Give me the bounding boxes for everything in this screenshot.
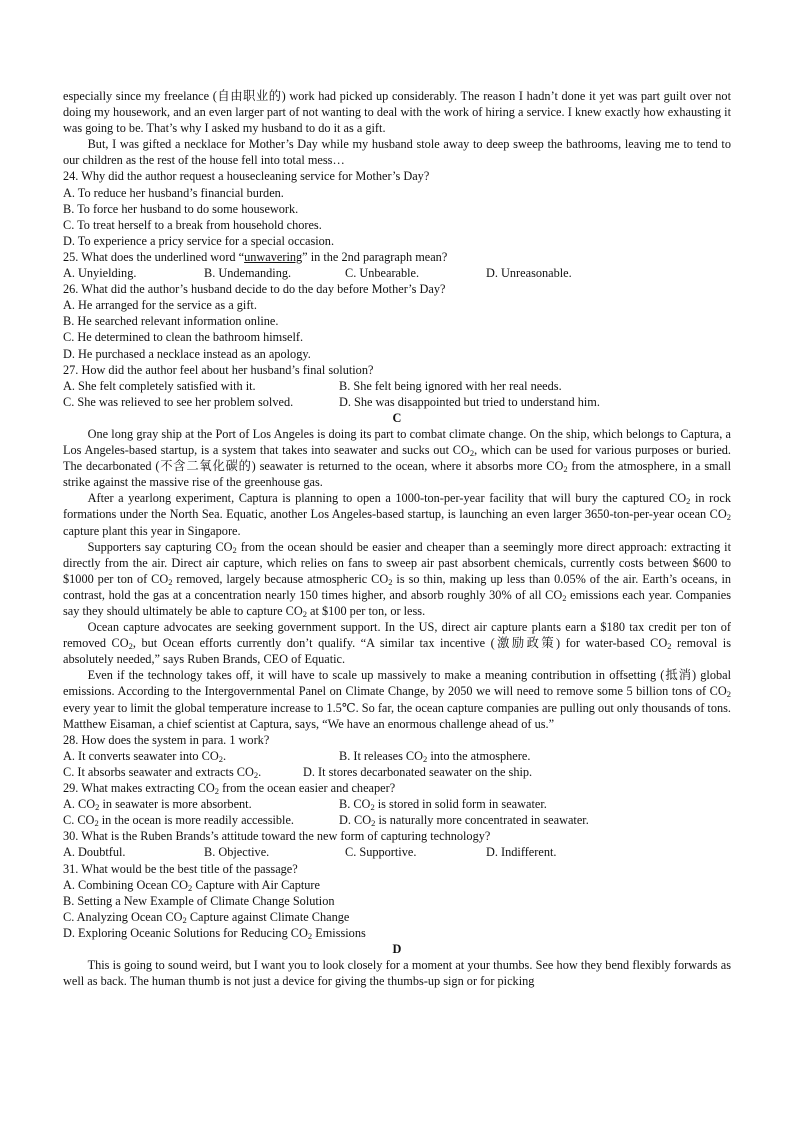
underlined-word: unwavering [244, 249, 303, 264]
question-30-stem: 30. What is the Ruben Brands’s attitude toward the new form of capturing technology? [63, 829, 491, 844]
question-28-option-b: B. It releases $CO_2$ into the atmosphere. [339, 748, 531, 764]
question-26-option-d: D. He purchased a necklace instead as an apology. [63, 346, 311, 361]
section-heading-d: D [392, 941, 402, 956]
passage-c-paragraph: Even if the technology takes off, it will have to scale up massively to make a meaning contribution in offsetting (抵消) global emissions. According to the Intergovernmental Panel on Climate Change, by 2050 we will need to remove some 5 billion tons of $CO_2$ every year to limit the global temperature increase to 1.5℃. So far, the ocean capture companies are pulling out only thousands of tons. Matthew Eisaman, a chief scientist at Captura, says, “We have an enormous challenge ahead of us.” [63, 668, 731, 731]
question-31-option-a: A. Combining Ocean $CO_2$ Capture with Air Capture [63, 877, 320, 893]
question-24-option-b: B. To force her husband to do some housework. [63, 201, 299, 216]
passage-c-paragraph: After a yearlong experiment, Captura is planning to open a 1000-ton-per-year facility that will bury the captured $CO_2$ in rock formations under the North Sea. Equatic, another Los Angeles-based startup, is launching an even larger 3650-ton-per-year ocean $CO_2$ capture plant this year in Singapore. [63, 491, 731, 538]
question-28-option-d: D. It stores decarbonated seawater on the ship. [303, 764, 533, 779]
question-27-option-a: A. She felt completely satisfied with it. [63, 378, 256, 393]
section-heading-c: C [392, 410, 402, 425]
question-31-stem: 31. What would be the best title of the passage? [63, 861, 298, 876]
question-29-option-c: C. $CO_2$ in the ocean is more readily accessible. [63, 813, 294, 829]
question-30-option-c: C. Supportive. [345, 845, 417, 860]
question-31-option-b: B. Setting a New Example of Climate Change Solution [63, 893, 335, 908]
question-26-option-a: A. He arranged for the service as a gift. [63, 298, 257, 313]
question-28-stem: 28. How does the system in para. 1 work? [63, 732, 270, 747]
question-24-option-c: C. To treat herself to a break from household chores. [63, 217, 322, 232]
question-25-options [63, 265, 731, 281]
question-29-option-b: B. $CO_2$ is stored in solid form in seawater. [339, 797, 547, 813]
question-28-option-a: A. It converts seawater into $CO_2$. [63, 748, 227, 764]
question-27-stem: 27. How did the author feel about her husband’s final solution? [63, 362, 374, 377]
question-28-options-ab [63, 748, 731, 764]
passage-c-paragraph: One long gray ship at the Port of Los Angeles is doing its part to combat climate change. On the ship, which belongs to Captura, a Los Angeles-based startup, is a system that takes into seawater and sucks out $CO_2$, which can be used for various purposes or buried. The decarbonated (不含二氧化碳的) seawater is returned to the ocean, where it absorbs more $CO_2$ from the atmosphere, in a small strike against the massive rise of the greenhouse gas. [63, 426, 732, 490]
passage-b-paragraph: But, I was gifted a necklace for Mother’s Day while my husband stole away to deep sweep the bathrooms, leaving me to tend to our children as the rest of the house fell into total mess… [63, 137, 731, 168]
question-27-option-d: D. She was disappointed but tried to understand him. [339, 394, 600, 409]
question-29-option-a: A. $CO_2$ in seawater is more absorbent. [63, 797, 252, 813]
passage-c-paragraph: Ocean capture advocates are seeking government support. In the US, direct air capture plants earn a $180 tax credit per ton of removed $CO_2$, but Ocean efforts currently don’t qualify. “A similar tax incentive (激励政策) for water-based $CO_2$ removal is absolutely needed,” says Ruben Brands, CEO of Equatic. [63, 620, 731, 667]
question-27-option-b: B. She felt being ignored with her real needs. [339, 378, 562, 393]
question-27-options-ab [63, 378, 731, 394]
question-25-option-b: B. Undemanding. [204, 266, 292, 281]
question-25-option-c: C. Unbearable. [345, 266, 420, 281]
passage-d-paragraph: This is going to sound weird, but I want you to look closely for a moment at your thumbs. See how they bend flexibly forwards as well as back. The human thumb is not just a device for giving the thumbs-up sign or for picking [63, 958, 731, 989]
passage-b-paragraph: especially since my freelance (自由职业的) work had picked up considerably. The reason I hadn’t done it yet was part guilt over not doing my housework, and an even larger part of not wanting to deal with the work of hiring a service. I knew exactly how exhausting it was going to be. That’s why I asked my husband to do it as a gift. [63, 89, 731, 136]
question-24-stem: 24. Why did the author request a housecleaning service for Mother’s Day? [63, 169, 430, 184]
question-25-option-d: D. Unreasonable. [486, 266, 572, 281]
passage-c-paragraph: Supporters say capturing $CO_2$ from the ocean should be easier and cheaper than a seemingly more direct approach: extracting it directly from the air. Direct air capture, which relies on fans to sweep air past absorbent chemicals, currently costs between $600 to $1000 per ton of $CO_2$ removed, largely because atmospheric $CO_2$ is so thin, making up less than 0.05% of the air. Earth’s oceans, in contrast, hold the gas at a concentration nearly 150 times higher, and absorb roughly 30% of all $CO_2$ emissions each year. Companies say they should ultimately be able to capture $CO_2$ at $100 per ton, or less. [63, 539, 732, 619]
question-30-option-b: B. Objective. [204, 845, 270, 860]
question-26-option-c: C. He determined to clean the bathroom himself. [63, 330, 304, 345]
question-29-options-ab [63, 796, 731, 812]
question-26-option-b: B. He searched relevant information online. [63, 314, 279, 329]
question-29-stem: 29. What makes extracting $CO_2$ from the ocean easier and cheaper? [63, 781, 396, 797]
question-26-stem: 26. What did the author’s husband decide to do the day before Mother’s Day? [63, 282, 446, 297]
question-30-option-d: D. Indifferent. [486, 845, 557, 860]
question-31-option-c: C. Analyzing Ocean $CO_2$ Capture against Climate Change [63, 909, 350, 925]
question-30-options [63, 844, 731, 860]
question-28-options-cd [63, 764, 731, 780]
question-25-option-a: A. Unyielding. [63, 266, 137, 281]
question-29-option-d: D. $CO_2$ is naturally more concentrated in seawater. [339, 813, 589, 829]
question-27-option-c: C. She was relieved to see her problem solved. [63, 394, 294, 409]
question-27-options-cd [63, 394, 731, 410]
exam-page [63, 88, 731, 989]
question-24-option-a: A. To reduce her husband’s financial burden. [63, 185, 284, 200]
question-24-option-d: D. To experience a pricy service for a special occasion. [63, 233, 335, 248]
question-25-stem: 25. What does the underlined word “unwavering” in the 2nd paragraph mean? [63, 249, 448, 264]
question-28-option-c: C. It absorbs seawater and extracts $CO_2$. [63, 764, 262, 780]
question-31-option-d: D. Exploring Oceanic Solutions for Reducing $CO_2$ Emissions [63, 925, 366, 941]
question-30-option-a: A. Doubtful. [63, 845, 126, 860]
question-29-options-cd [63, 812, 731, 828]
